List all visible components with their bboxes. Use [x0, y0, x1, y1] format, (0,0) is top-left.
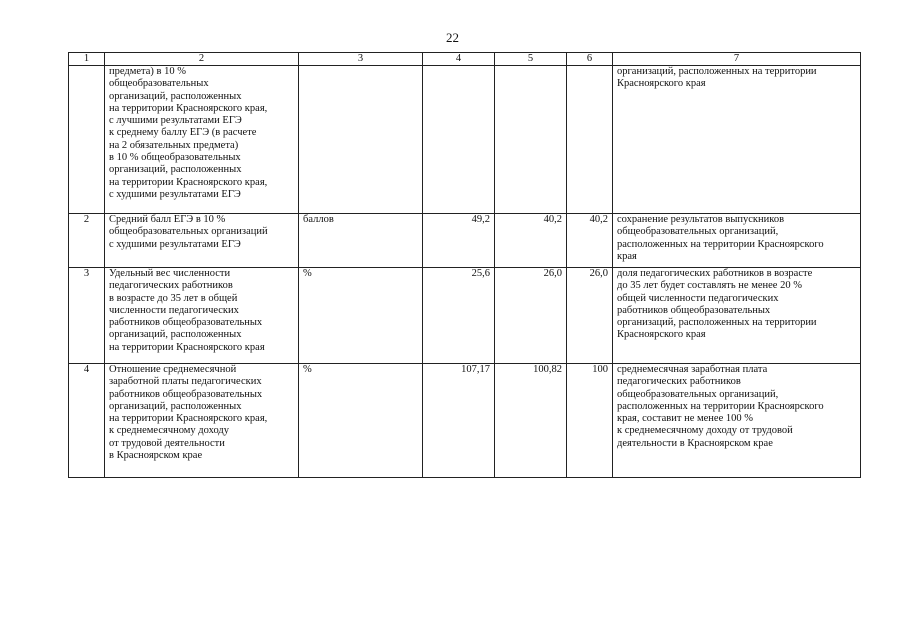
- value-col-5: 40,2: [495, 214, 567, 268]
- expected-result: среднемесячная заработная плата педагогических работников общеобразовательных организаций, расположенных на территории Красноярского края, составит не менее 100 % к среднемесячному доходу от трудовой деятельности в Красноярском крае: [613, 364, 861, 478]
- value-col-4: 107,17: [423, 364, 495, 478]
- value-col-4: 49,2: [423, 214, 495, 268]
- expected-result: доля педагогических работников в возрасте до 35 лет будет составлять не менее 20 % общей численности педагогических работников общеобразовательных организаций, расположенных на территории Красноярского края: [613, 268, 861, 364]
- value-col-4: 25,6: [423, 268, 495, 364]
- value-col-6: 100: [567, 364, 613, 478]
- table-row: [69, 66, 861, 214]
- unit-cell: %: [299, 268, 423, 364]
- table-row: [69, 214, 861, 268]
- value-col-5: [495, 66, 567, 214]
- indicator-name: Отношение среднемесячной заработной платы педагогических работников общеобразовательных организаций, расположенных на территории Красноярского края, к среднемесячному доходу от трудовой деятельности в Красноярском крае: [105, 364, 299, 478]
- indicator-name: предмета) в 10 % общеобразовательных организаций, расположенных на территории Красноярского края, с лучшими результатами ЕГЭ к среднему баллу ЕГЭ (в расчете на 2 обязательных предмета) в 10 % общеобразовательных организаций, расположенных на территории Красноярского края, с худшими результатами ЕГЭ: [105, 66, 299, 214]
- unit-cell: %: [299, 364, 423, 478]
- row-number: 3: [69, 268, 105, 364]
- table-header-row: [69, 53, 861, 66]
- column-header-5: 5: [495, 53, 567, 66]
- page-number: 22: [446, 30, 459, 45]
- table-row: [69, 364, 861, 478]
- column-header-3: 3: [299, 53, 423, 66]
- row-number: 2: [69, 214, 105, 268]
- column-header-2: 2: [105, 53, 299, 66]
- value-col-6: 26,0: [567, 268, 613, 364]
- value-col-5: 100,82: [495, 364, 567, 478]
- column-header-6: 6: [567, 53, 613, 66]
- indicators-table: [68, 52, 861, 478]
- row-number: 4: [69, 364, 105, 478]
- value-col-6: [567, 66, 613, 214]
- indicator-name: Удельный вес численности педагогических работников в возрасте до 35 лет в общей численности педагогических работников общеобразовательных организаций, расположенных на территории Красноярского края: [105, 268, 299, 364]
- value-col-5: 26,0: [495, 268, 567, 364]
- row-number: [69, 66, 105, 214]
- unit-cell: [299, 66, 423, 214]
- value-col-6: 40,2: [567, 214, 613, 268]
- table-row: [69, 268, 861, 364]
- unit-cell: баллов: [299, 214, 423, 268]
- expected-result: сохранение результатов выпускников общеобразовательных организаций, расположенных на территории Красноярского края: [613, 214, 861, 268]
- column-header-7: 7: [613, 53, 861, 66]
- value-col-4: [423, 66, 495, 214]
- expected-result: организаций, расположенных на территории Красноярского края: [613, 66, 861, 214]
- column-header-4: 4: [423, 53, 495, 66]
- column-header-1: 1: [69, 53, 105, 66]
- indicator-name: Средний балл ЕГЭ в 10 % общеобразовательных организаций с худшими результатами ЕГЭ: [105, 214, 299, 268]
